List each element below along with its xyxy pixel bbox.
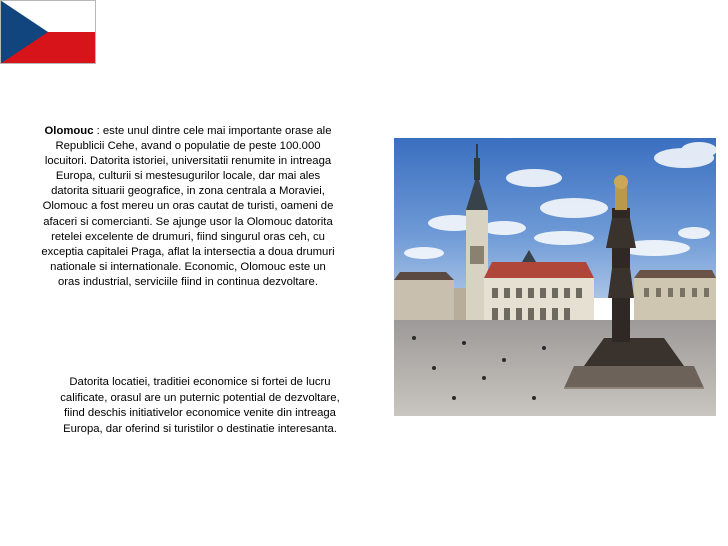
olomouc-square-photo xyxy=(394,138,716,416)
city-name-lead: Olomouc xyxy=(44,125,94,137)
economy-paragraph: Datorita locatiei, traditiei economice si fortei de lucru calificate, orasul are un puternic potential de dezvoltare, fiind deschis initiativelor economice venite din intreaga Europa, dar oferind si turistilor o destinatie interesanta. xyxy=(60,376,340,436)
intro-paragraph xyxy=(40,124,336,290)
intro-paragraph-body: : este unul dintre cele mai importante orase ale Republicii Cehe, avand o populatie de peste 100.000 locuitori. Datorita istoriei, universitatii renumite in intreaga Europa, culturii si mestesugurilor locale, dar mai ales datorita situarii geografice, in zona centrala a Moraviei, Olomouc a fost mereu un oras cautat de turisti, oameni de afaceri si comercianti. Se ajunge usor la Olomouc datorita retelei excelente de drumuri, fiind singurul oras ceh, cu exceptia capitalei Praga, aflat la intersectia a doua drumuri nationale si internationale. Economic, Olomouc este un oras industrial, serviciile fiind in continua dezvoltare. xyxy=(41,125,335,288)
czech-flag-image xyxy=(0,0,96,64)
